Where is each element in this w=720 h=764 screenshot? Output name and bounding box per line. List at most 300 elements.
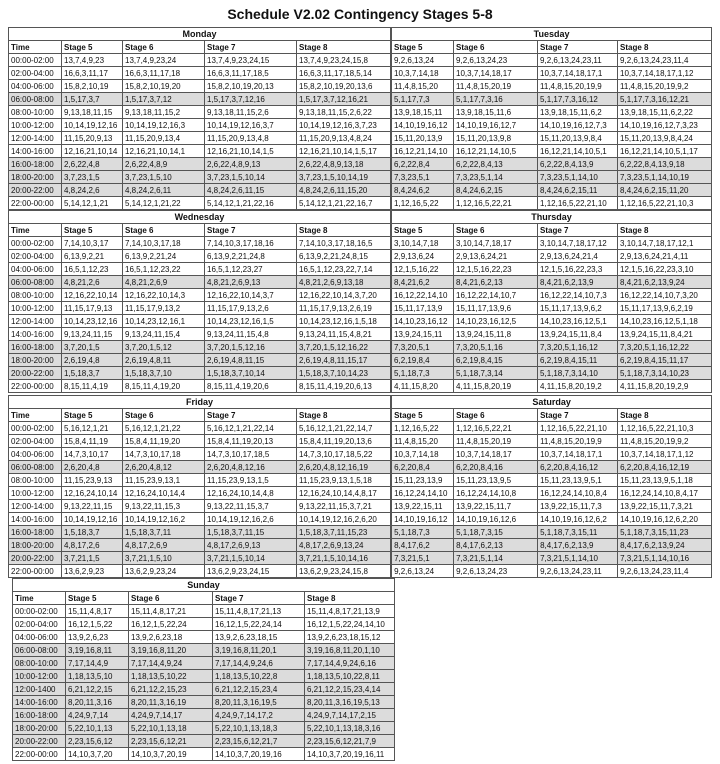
time-cell: 06:00-08:00 xyxy=(9,461,62,474)
schedule-row xyxy=(392,435,712,448)
stage-cell: 6,13,9,2,21 xyxy=(62,250,123,263)
stage-cell: 15,8,4,11,19 xyxy=(62,435,123,448)
day-header-row xyxy=(9,396,391,409)
stage-cell: 8,15,11,4,19 xyxy=(62,380,123,393)
schedule-row xyxy=(13,722,395,735)
stage-cell: 4,24,9,7,14,17 xyxy=(129,709,213,722)
time-cell: 14:00-16:00 xyxy=(9,145,62,158)
stage-cell: 7,17,14,4,9 xyxy=(66,657,129,670)
stage-cell: 13,9,24,15,11,8,4,21 xyxy=(618,328,712,341)
stage-cell: 15,8,4,11,19,20,13 xyxy=(205,435,297,448)
stage-cell: 3,7,20,1,5 xyxy=(62,341,123,354)
schedule-row xyxy=(13,605,395,618)
stage-cell: 6,2,22,8,4,13,9,18 xyxy=(618,158,712,171)
stage-column-header: Stage 7 xyxy=(538,41,618,54)
stage-cell: 9,2,6,13,24,23 xyxy=(454,54,538,67)
stage-cell: 6,2,20,8,4,16,12,19 xyxy=(618,461,712,474)
stage-cell: 2,9,13,6,24,21,4 xyxy=(538,250,618,263)
stage-cell: 10,14,23,12,16,1,5 xyxy=(205,315,297,328)
schedule-row xyxy=(392,67,712,80)
stage-cell: 11,15,20,9,13,4 xyxy=(123,132,205,145)
stage-cell: 14,10,3,7,20 xyxy=(66,748,129,761)
stage-cell: 11,15,23,9,13,1,5 xyxy=(205,474,297,487)
stage-column-header: Stage 8 xyxy=(618,41,712,54)
schedule-row xyxy=(392,380,712,393)
time-cell: 22:00-00:00 xyxy=(9,197,62,210)
stage-cell: 11,4,8,15,20 xyxy=(392,435,454,448)
stage-cell: 1,5,17,3,7,12,16,21 xyxy=(297,93,391,106)
stage-cell: 16,6,3,11,17 xyxy=(62,67,123,80)
stage-cell: 9,2,6,13,24,23,11,4 xyxy=(618,565,712,578)
time-cell: 16:00-18:00 xyxy=(9,158,62,171)
stage-cell: 15,11,17,13,9,6 xyxy=(454,302,538,315)
stage-cell: 7,3,20,5,1,16 xyxy=(454,341,538,354)
stage-column-header: Stage 7 xyxy=(205,224,297,237)
stage-cell: 14,10,19,16,12,6,2 xyxy=(538,513,618,526)
day-table-sunday xyxy=(12,578,395,761)
stage-cell: 4,24,9,7,14 xyxy=(66,709,129,722)
schedule-row xyxy=(392,289,712,302)
stage-cell: 8,4,24,6,2 xyxy=(392,184,454,197)
stage-cell: 9,13,18,11,15,2 xyxy=(123,106,205,119)
stage-column-header: Stage 8 xyxy=(618,224,712,237)
time-cell: 22:00-00:00 xyxy=(9,565,62,578)
stage-cell: 16,12,1,5,22,24,14 xyxy=(213,618,305,631)
schedule-row xyxy=(392,552,712,565)
stage-cell: 7,3,21,5,1,14,10 xyxy=(538,552,618,565)
stage-cell: 4,11,15,8,20,19,2 xyxy=(538,380,618,393)
stage-cell: 3,7,23,1,5,10,14,19 xyxy=(297,171,391,184)
schedule-row xyxy=(392,315,712,328)
stage-cell: 1,5,18,3,7,11,15,23 xyxy=(297,526,391,539)
stage-cell: 6,2,19,8,4,15,11,17 xyxy=(618,354,712,367)
stage-cell: 8,4,21,6,2,13,9,24 xyxy=(618,276,712,289)
stage-cell: 2,9,13,6,24 xyxy=(392,250,454,263)
stage-cell: 15,8,2,10,19 xyxy=(62,80,123,93)
stage-cell: 2,23,15,6,12,21 xyxy=(129,735,213,748)
stage-column-header: Stage 6 xyxy=(454,409,538,422)
stage-cell: 10,3,7,14,18,17,1 xyxy=(538,67,618,80)
stage-cell: 12,16,21,10,14,1,5,17 xyxy=(297,145,391,158)
stage-cell: 4,8,21,2,6,9,13 xyxy=(205,276,297,289)
schedule-row xyxy=(392,54,712,67)
stage-cell: 9,2,6,13,24 xyxy=(392,54,454,67)
stage-cell: 12,1,5,16,22,23,3,10 xyxy=(618,263,712,276)
schedule-row xyxy=(9,197,391,210)
time-cell: 20:00-22:00 xyxy=(9,552,62,565)
stage-cell: 5,14,12,1,21,22,16,7 xyxy=(297,197,391,210)
stage-cell: 15,11,20,13,9,8 xyxy=(454,132,538,145)
stage-cell: 1,5,17,3,7,12,16 xyxy=(205,93,297,106)
stage-column-header: Stage 7 xyxy=(538,224,618,237)
stage-cell: 11,15,23,9,13 xyxy=(62,474,123,487)
stage-cell: 16,12,21,14,10,5 xyxy=(454,145,538,158)
stage-cell: 14,7,3,10,17,18,5 xyxy=(205,448,297,461)
time-cell: 08:00-10:00 xyxy=(9,474,62,487)
stage-cell: 9,13,22,11,15,3,7 xyxy=(205,500,297,513)
stage-cell: 8,4,17,6,2,13,9,24 xyxy=(618,539,712,552)
stage-cell: 2,6,22,4,8,9 xyxy=(123,158,205,171)
time-cell: 14:00-16:00 xyxy=(9,328,62,341)
stage-cell: 13,9,18,15,11,6,2 xyxy=(538,106,618,119)
schedule-block-fri-sat xyxy=(8,395,712,578)
schedule-row xyxy=(9,276,391,289)
stage-cell: 16,12,1,5,22,24 xyxy=(129,618,213,631)
stage-cell: 1,5,17,3,7,12 xyxy=(123,93,205,106)
stage-cell: 11,4,8,15,20 xyxy=(392,80,454,93)
schedule-row xyxy=(392,513,712,526)
stage-cell: 3,7,20,1,5,12,16,22 xyxy=(297,341,391,354)
stage-cell: 14,10,23,16,12,5 xyxy=(454,315,538,328)
schedule-row xyxy=(392,171,712,184)
stage-cell: 3,7,20,1,5,12 xyxy=(123,341,205,354)
day-table-thursday xyxy=(391,210,712,393)
stage-cell: 13,6,2,9,23 xyxy=(62,565,123,578)
stage-cell: 9,13,24,11,15,4,8 xyxy=(205,328,297,341)
schedule-row xyxy=(9,380,391,393)
schedule-row xyxy=(392,474,712,487)
stage-column-header: Stage 5 xyxy=(62,41,123,54)
stage-cell: 3,10,14,7,18,17,12,1 xyxy=(618,237,712,250)
stage-cell: 15,8,2,10,19,20,13,6 xyxy=(297,80,391,93)
time-cell: 06:00-08:00 xyxy=(13,644,66,657)
stage-cell: 7,3,21,5,1,14,10,16 xyxy=(618,552,712,565)
stage-cell: 1,12,16,5,22,21,10,3 xyxy=(618,422,712,435)
stage-cell: 6,13,9,2,21,24,8 xyxy=(205,250,297,263)
schedule-row xyxy=(392,448,712,461)
stage-cell: 3,10,14,7,18 xyxy=(392,237,454,250)
stage-cell: 4,8,17,2,6,9 xyxy=(123,539,205,552)
stage-cell: 5,1,18,7,3 xyxy=(392,367,454,380)
stage-cell: 6,2,22,8,4,13 xyxy=(454,158,538,171)
stage-cell: 16,12,24,14,10,8,4 xyxy=(538,487,618,500)
schedule-row xyxy=(392,487,712,500)
stage-column-header: Stage 8 xyxy=(305,592,395,605)
stage-cell: 15,11,23,13,9 xyxy=(392,474,454,487)
stage-cell: 4,8,24,2,6,11 xyxy=(123,184,205,197)
stage-cell: 2,6,19,4,8,11,15,17 xyxy=(297,354,391,367)
stage-cell: 10,3,7,14,18,17 xyxy=(454,67,538,80)
schedule-row xyxy=(392,565,712,578)
stage-cell: 8,20,11,3,16,19,5 xyxy=(213,696,305,709)
stage-cell: 12,16,24,10,14,4,8 xyxy=(205,487,297,500)
stage-cell: 11,4,8,15,20,19,9 xyxy=(538,435,618,448)
time-cell: 02:00-04:00 xyxy=(9,67,62,80)
stage-cell: 12,1,5,16,22,23 xyxy=(454,263,538,276)
schedule-row xyxy=(392,367,712,380)
stage-cell: 3,7,23,1,5,10,14 xyxy=(205,171,297,184)
schedule-row xyxy=(9,106,391,119)
time-cell: 06:00-08:00 xyxy=(9,93,62,106)
stage-cell: 2,9,13,6,24,21 xyxy=(454,250,538,263)
stage-cell: 15,11,4,8,17,21,13 xyxy=(213,605,305,618)
schedule-row xyxy=(9,132,391,145)
stage-cell: 5,16,12,1,21 xyxy=(62,422,123,435)
schedule-row xyxy=(13,670,395,683)
schedule-row xyxy=(9,367,391,380)
stage-cell: 13,9,24,15,11,8,4 xyxy=(538,328,618,341)
day-title: Tuesday xyxy=(392,28,712,41)
schedule-row xyxy=(13,696,395,709)
stage-cell: 8,4,17,6,2,13,9 xyxy=(538,539,618,552)
stage-cell: 1,12,16,5,22,21 xyxy=(454,197,538,210)
stage-cell: 13,9,2,6,23 xyxy=(66,631,129,644)
schedule-row xyxy=(9,54,391,67)
stage-cell: 1,5,18,3,7 xyxy=(62,526,123,539)
stage-column-header: Stage 6 xyxy=(123,41,205,54)
schedule-row xyxy=(392,184,712,197)
stage-cell: 6,2,22,8,4 xyxy=(392,158,454,171)
schedule-row xyxy=(392,263,712,276)
stage-cell: 5,22,10,1,13 xyxy=(66,722,129,735)
stage-cell: 7,3,20,5,1 xyxy=(392,341,454,354)
stage-cell: 14,10,19,16,12 xyxy=(392,513,454,526)
time-cell: 22:00-00:00 xyxy=(13,748,66,761)
stage-cell: 13,7,4,9,23,24 xyxy=(123,54,205,67)
stage-cell: 15,8,4,11,19,20,13,6 xyxy=(297,435,391,448)
stage-cell: 5,1,18,7,3,15,11 xyxy=(538,526,618,539)
stage-cell: 11,4,8,15,20,19,9,2 xyxy=(618,80,712,93)
stage-cell: 10,14,23,12,16,1 xyxy=(123,315,205,328)
stage-cell: 11,15,17,9,13 xyxy=(62,302,123,315)
stage-cell: 8,4,24,6,2,15,11 xyxy=(538,184,618,197)
schedule-row xyxy=(392,119,712,132)
day-title: Friday xyxy=(9,396,391,409)
schedule-row xyxy=(9,184,391,197)
stage-cell: 9,13,22,11,15,3 xyxy=(123,500,205,513)
stage-cell: 1,18,13,5,10,22,8 xyxy=(213,670,305,683)
time-cell: 18:00-20:00 xyxy=(9,171,62,184)
stage-cell: 15,11,17,13,9,6,2 xyxy=(538,302,618,315)
stage-cell: 7,3,20,5,1,16,12 xyxy=(538,341,618,354)
stage-cell: 8,20,11,3,16,19 xyxy=(129,696,213,709)
schedule-row xyxy=(9,539,391,552)
day-header-row xyxy=(392,211,712,224)
stage-cell: 16,6,3,11,17,18,5 xyxy=(205,67,297,80)
time-cell: 02:00-04:00 xyxy=(9,250,62,263)
schedule-row xyxy=(9,500,391,513)
stage-cell: 5,22,10,1,13,18 xyxy=(129,722,213,735)
stage-cell: 16,12,1,5,22,24,14,10 xyxy=(305,618,395,631)
stage-cell: 4,8,21,2,6,9 xyxy=(123,276,205,289)
stage-cell: 4,8,17,2,6,9,13,24 xyxy=(297,539,391,552)
stage-cell: 14,10,19,16,12,7,3,23 xyxy=(618,119,712,132)
schedule-row xyxy=(9,250,391,263)
stage-cell: 9,2,6,13,24,23,11 xyxy=(538,54,618,67)
stage-cell: 12,1,5,16,22 xyxy=(392,263,454,276)
stage-cell: 15,8,4,11,19,20 xyxy=(123,435,205,448)
stage-cell: 13,9,18,15,11,6,2,22 xyxy=(618,106,712,119)
stage-cell: 13,9,22,15,11 xyxy=(392,500,454,513)
stage-cell: 5,16,12,1,21,22,14,7 xyxy=(297,422,391,435)
stage-column-header: Stage 7 xyxy=(205,41,297,54)
schedule-row xyxy=(392,250,712,263)
schedule-row xyxy=(9,526,391,539)
stage-cell: 12,16,24,10,14,4,8,17 xyxy=(297,487,391,500)
stage-cell: 12,16,22,10,14 xyxy=(62,289,123,302)
time-cell: 20:00-22:00 xyxy=(9,184,62,197)
stage-cell: 1,5,18,3,7,11 xyxy=(123,526,205,539)
schedule-block-sun xyxy=(12,578,395,761)
time-cell: 08:00-10:00 xyxy=(13,657,66,670)
stage-cell: 2,6,20,4,8,12 xyxy=(123,461,205,474)
schedule-row xyxy=(9,237,391,250)
schedule-row xyxy=(9,341,391,354)
day-table-wednesday xyxy=(8,210,391,393)
stage-cell: 7,14,10,3,17 xyxy=(62,237,123,250)
stage-cell: 5,1,18,7,3,15 xyxy=(454,526,538,539)
stage-cell: 13,6,2,9,23,24 xyxy=(123,565,205,578)
stage-cell: 15,11,4,8,17,21 xyxy=(129,605,213,618)
time-cell: 16:00-18:00 xyxy=(9,526,62,539)
stage-cell: 13,9,24,15,11,8 xyxy=(454,328,538,341)
time-cell: 06:00-08:00 xyxy=(9,276,62,289)
stage-cell: 5,1,18,7,3 xyxy=(392,526,454,539)
stage-cell: 1,5,17,3,7 xyxy=(62,93,123,106)
stage-cell: 10,3,7,14,18,17,1 xyxy=(538,448,618,461)
stage-cell: 3,19,16,8,11,20,1,10 xyxy=(305,644,395,657)
stage-cell: 3,7,21,1,5 xyxy=(62,552,123,565)
stage-column-header: Stage 5 xyxy=(392,41,454,54)
stage-cell: 16,6,3,11,17,18,5,14 xyxy=(297,67,391,80)
schedule-row xyxy=(9,263,391,276)
stage-cell: 2,23,15,6,12,21,7,9 xyxy=(305,735,395,748)
stage-cell: 2,6,20,4,8,12,16,19 xyxy=(297,461,391,474)
stage-cell: 15,11,20,13,9,8,4 xyxy=(538,132,618,145)
stage-cell: 13,7,4,9,23,24,15 xyxy=(205,54,297,67)
stage-cell: 4,8,17,2,6,9,13 xyxy=(205,539,297,552)
day-table-tuesday xyxy=(391,27,712,210)
stage-cell: 6,21,12,2,15,23,4 xyxy=(213,683,305,696)
time-cell: 00:00-02:00 xyxy=(13,605,66,618)
stage-cell: 12,16,22,10,14,3,7 xyxy=(205,289,297,302)
schedule-row xyxy=(13,657,395,670)
stage-cell: 10,14,19,12,16 xyxy=(62,119,123,132)
stage-cell: 16,6,3,11,17,18 xyxy=(123,67,205,80)
stage-cell: 1,12,16,5,22,21,10,3 xyxy=(618,197,712,210)
stage-cell: 6,2,22,8,4,13,9 xyxy=(538,158,618,171)
stage-cell: 5,1,17,7,3,16,12 xyxy=(538,93,618,106)
schedule-block-mon-tue xyxy=(8,27,712,210)
stage-cell: 3,19,16,8,11,20 xyxy=(129,644,213,657)
schedule-row xyxy=(392,106,712,119)
column-header-row xyxy=(9,41,391,54)
schedule-row xyxy=(13,709,395,722)
stage-cell: 15,11,23,13,9,5 xyxy=(454,474,538,487)
schedule-row xyxy=(392,276,712,289)
schedule-row xyxy=(9,158,391,171)
time-cell: 12:00-1400 xyxy=(13,683,66,696)
stage-cell: 2,6,20,4,8,12,16 xyxy=(205,461,297,474)
stage-cell: 4,11,15,8,20 xyxy=(392,380,454,393)
schedule-row xyxy=(9,67,391,80)
schedule-row xyxy=(9,315,391,328)
time-cell: 00:00-02:00 xyxy=(9,422,62,435)
time-cell: 12:00-14:00 xyxy=(9,132,62,145)
stage-cell: 7,3,23,5,1,14,10,19 xyxy=(618,171,712,184)
time-column-header: Time xyxy=(9,224,62,237)
column-header-row xyxy=(9,224,391,237)
stage-cell: 6,2,19,8,4,15 xyxy=(454,354,538,367)
stage-cell: 9,2,6,13,24 xyxy=(392,565,454,578)
day-title: Monday xyxy=(9,28,391,41)
stage-cell: 11,4,8,15,20,19,9 xyxy=(538,80,618,93)
stage-column-header: Stage 6 xyxy=(454,41,538,54)
schedule-row xyxy=(9,354,391,367)
stage-cell: 8,15,11,4,19,20 xyxy=(123,380,205,393)
stage-cell: 16,12,22,14,10,7 xyxy=(454,289,538,302)
stage-cell: 9,2,6,13,24,23,11 xyxy=(538,565,618,578)
stage-cell: 10,3,7,14,18,17,1,12 xyxy=(618,67,712,80)
stage-cell: 2,6,19,4,8,11,15 xyxy=(205,354,297,367)
stage-cell: 10,14,19,12,16,2,6,20 xyxy=(297,513,391,526)
stage-cell: 9,13,18,11,15 xyxy=(62,106,123,119)
schedule-row xyxy=(9,422,391,435)
stage-cell: 13,9,24,15,11 xyxy=(392,328,454,341)
stage-cell: 12,16,22,10,14,3 xyxy=(123,289,205,302)
schedule-row xyxy=(13,644,395,657)
stage-column-header: Stage 6 xyxy=(454,224,538,237)
time-cell: 02:00-04:00 xyxy=(13,618,66,631)
stage-cell: 12,16,24,10,14 xyxy=(62,487,123,500)
stage-cell: 7,3,23,5,1,14,10 xyxy=(538,171,618,184)
stage-cell: 9,13,18,11,15,2,6 xyxy=(205,106,297,119)
stage-cell: 1,12,16,5,22 xyxy=(392,197,454,210)
stage-cell: 1,5,18,3,7,10,14,23 xyxy=(297,367,391,380)
stage-cell: 14,10,3,7,20,19,16 xyxy=(213,748,305,761)
stage-column-header: Stage 7 xyxy=(213,592,305,605)
day-header-row xyxy=(9,28,391,41)
stage-cell: 4,8,24,2,6,11,15 xyxy=(205,184,297,197)
column-header-row xyxy=(392,409,712,422)
stage-column-header: Stage 8 xyxy=(618,409,712,422)
stage-cell: 3,7,21,1,5,10 xyxy=(123,552,205,565)
stage-cell: 10,3,7,14,18 xyxy=(392,448,454,461)
stage-cell: 8,15,11,4,19,20,6 xyxy=(205,380,297,393)
schedule-row xyxy=(392,302,712,315)
stage-cell: 13,9,18,15,11,6 xyxy=(454,106,538,119)
day-header-row xyxy=(13,579,395,592)
time-cell: 10:00-12:00 xyxy=(9,119,62,132)
time-cell: 16:00-18:00 xyxy=(9,341,62,354)
stage-cell: 2,6,22,4,8,9,13,18 xyxy=(297,158,391,171)
stage-cell: 4,8,21,2,6,9,13,18 xyxy=(297,276,391,289)
stage-cell: 10,14,19,12,16,3 xyxy=(123,119,205,132)
stage-cell: 10,14,19,12,16,3,7,23 xyxy=(297,119,391,132)
stage-column-header: Stage 6 xyxy=(123,224,205,237)
stage-column-header: Stage 6 xyxy=(129,592,213,605)
stage-cell: 12,16,21,10,14,1 xyxy=(123,145,205,158)
stage-cell: 14,10,19,16,12,7 xyxy=(454,119,538,132)
stage-cell: 13,6,2,9,23,24,15,8 xyxy=(297,565,391,578)
stage-cell: 4,11,15,8,20,19,2,9 xyxy=(618,380,712,393)
stage-cell: 1,5,18,3,7,11,15 xyxy=(205,526,297,539)
stage-cell: 12,16,21,10,14,1,5 xyxy=(205,145,297,158)
schedule-row xyxy=(9,448,391,461)
stage-cell: 5,1,18,7,3,14,10 xyxy=(538,367,618,380)
schedule-row xyxy=(9,171,391,184)
stage-cell: 2,6,20,4,8 xyxy=(62,461,123,474)
stage-column-header: Stage 8 xyxy=(297,41,391,54)
stage-cell: 8,15,11,4,19,20,6,13 xyxy=(297,380,391,393)
stage-cell: 6,21,12,2,15,23,4,14 xyxy=(305,683,395,696)
stage-cell: 3,7,21,1,5,10,14,16 xyxy=(297,552,391,565)
day-title: Saturday xyxy=(392,396,712,409)
stage-cell: 9,13,22,11,15 xyxy=(62,500,123,513)
time-cell: 04:00-06:00 xyxy=(9,263,62,276)
schedule-row xyxy=(9,328,391,341)
stage-cell: 9,13,18,11,15,2,6,22 xyxy=(297,106,391,119)
